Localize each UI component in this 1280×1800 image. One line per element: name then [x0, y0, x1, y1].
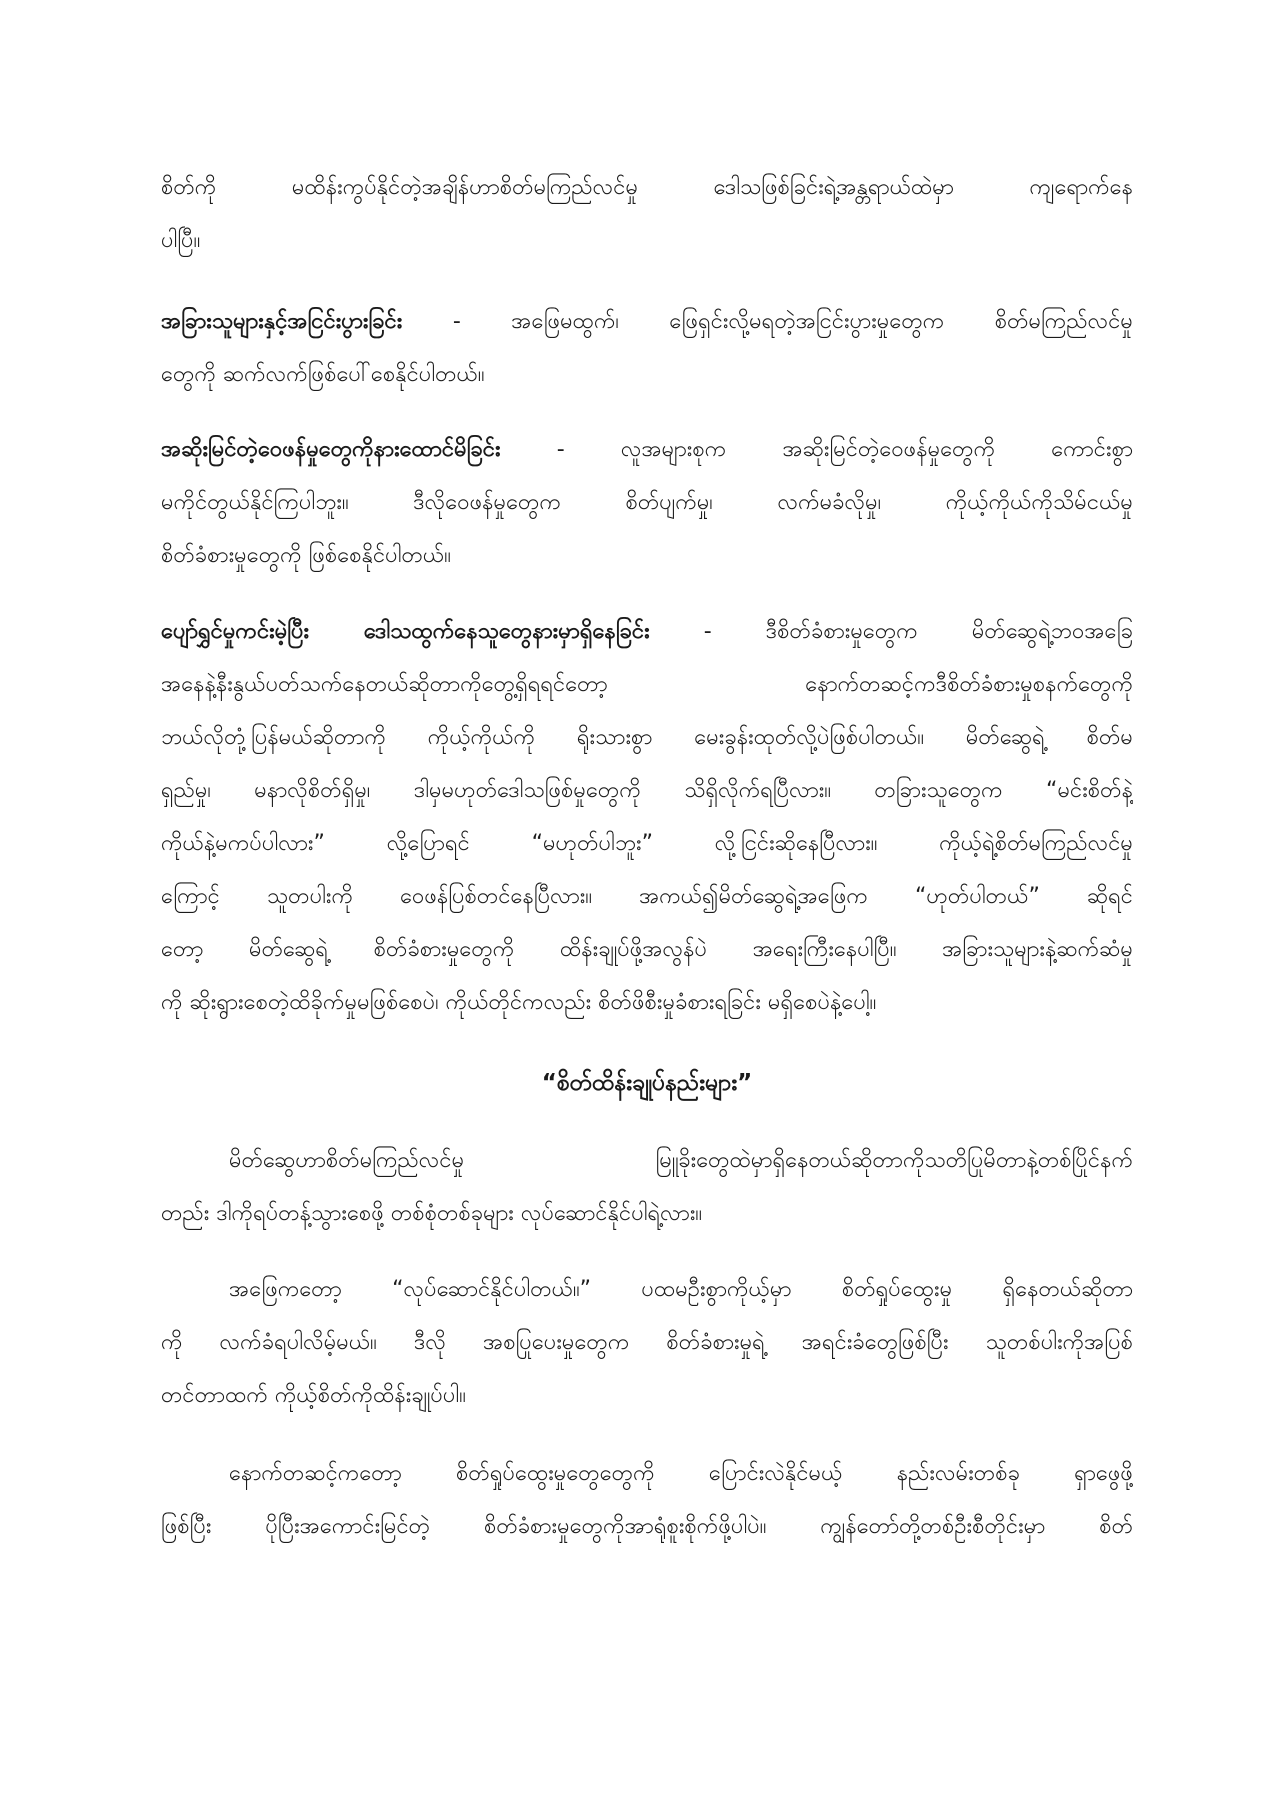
paragraph: [161, 1263, 1133, 1422]
text-line: ပါပြီ။: [161, 228, 201, 253]
text-line: မကိုင်တွယ်နိုင်ကြပါဘူး။ ဒီလိုဝေဖန်မှုတွေက စိတ်ပျက်မှု၊ လက်မခံလိုမှု၊ ကိုယ့်ကိုယ်ကိုသိမ်ငယ်မှု: [161, 490, 1133, 515]
text-line: အဖြေကတော့ “လုပ်ဆောင်နိုင်ပါတယ်။” ပထမဦးစွာကိုယ့်မှာ စိတ်ရှုပ်ထွေးမှု ရှိနေတယ်ဆိုတာ: [229, 1277, 1133, 1302]
text-line: ကိုယ်နဲ့မကပ်ပါလား” လို့ပြောရင် “မဟုတ်ပါဘူး” လို့ငြင်းဆိုနေပြီလား။ ကိုယ့်ရဲ့စိတ်မကြည်လင်မှု: [161, 831, 1133, 856]
text-run: - လူအများစုက အဆိုးမြင်တဲ့ဝေဖန်မှုတွေကို ကောင်းစွာ: [556, 437, 1133, 462]
paragraph: [161, 605, 1133, 1029]
section-heading: “စိတ်ထိန်းချုပ်နည်းများ”: [541, 1070, 753, 1096]
text-line: ဘယ်လိုတုံ့ပြန်မယ်ဆိုတာကို ကိုယ့်ကိုယ်ကို ရိုးသားစွာ မေးခွန်းထုတ်လို့ပဲဖြစ်ပါတယ်။ မိတ်ဆွေရဲ့ စိတ်မ: [161, 725, 1133, 750]
text-line: တွေကို ဆက်လက်ဖြစ်ပေါ်စေနိုင်ပါတယ်။: [161, 362, 485, 387]
paragraph-lead: အခြားသူများနှင့်အငြင်းပွားခြင်း: [161, 309, 403, 334]
text-line: [161, 295, 1133, 348]
paragraph: [161, 423, 1133, 582]
text-run: - အဖြေမထွက်၊ ဖြေရှင်းလို့မရတဲ့အငြင်းပွားမှုတွေက စိတ်မကြည်လင်မှု: [452, 309, 1133, 334]
paragraph-lead: အဆိုးမြင်တဲ့ဝေဖန်မှုတွေကိုနားထောင်မိခြင်း: [161, 437, 501, 462]
text-line: ရှည်မှု၊ မနာလိုစိတ်ရှိမှု၊ ဒါမှမဟုတ်ဒေါသဖြစ်မှုတွေကို သိရှိလိုက်ရပြီလား။ တခြားသူတွေက “မင်းစိတ်နဲ့: [161, 778, 1133, 803]
text-line: [161, 423, 1133, 476]
text-line: စိတ်ကို မထိန်းကွပ်နိုင်တဲ့အချိန်ဟာစိတ်မကြည်လင်မှု ဒေါသဖြစ်ခြင်းရဲ့အန္တရာယ်ထဲမှာ ကျရောက်နေ: [161, 175, 1133, 200]
text-run: - ဒီစိတ်ခံစားမှုတွေက မိတ်ဆွေရဲ့ဘဝအခြေ: [703, 619, 1133, 644]
text-line: တင်တာထက် ကိုယ့်စိတ်ကိုထိန်းချုပ်ပါ။: [161, 1383, 466, 1408]
paragraph: [161, 1134, 1133, 1240]
text-line: ကို လက်ခံရပါလိမ့်မယ်။ ဒီလို အစပြုပေးမှုတွေက စိတ်ခံစားမှုရဲ့ အရင်းခံတွေဖြစ်ပြီး သူတစ်ပါးကိုအပြစ်: [161, 1330, 1133, 1355]
paragraph: [161, 161, 1133, 267]
text-line: [161, 605, 1133, 658]
text-line: ဖြစ်ပြီး ပိုပြီးအကောင်းမြင်တဲ့ စိတ်ခံစားမှုတွေကိုအာရုံစူးစိုက်ဖို့ပါပဲ။ ကျွန်တော်တို့တစ်ဦးစီတိုင်းမှာ စိတ်: [161, 1514, 1133, 1539]
text-line: တော့ မိတ်ဆွေရဲ့ စိတ်ခံစားမှုတွေကို ထိန်းချုပ်ဖို့အလွန်ပဲ အရေးကြီးနေပါပြီ။ အခြားသူများနဲ့ဆက်ဆံမှု: [161, 937, 1133, 962]
text-line: နောက်တဆင့်ကတော့ စိတ်ရှုပ်ထွေးမှုတွေတွေကို ပြောင်းလဲနိုင်မယ့် နည်းလမ်းတစ်ခု ရှာဖွေဖို့: [229, 1461, 1133, 1486]
paragraph: [161, 295, 1133, 401]
text-line: မိတ်ဆွေဟာစိတ်မကြည်လင်မှု မြူခိုးတွေထဲမှာရှိနေတယ်ဆိုတာကိုသတိပြုမိတာနဲ့တစ်ပြိုင်နက်: [229, 1148, 1133, 1173]
paragraph: [161, 1447, 1133, 1553]
text-line: ကြောင့် သူတပါးကို ဝေဖန်ပြစ်တင်နေပြီလား။ အကယ်၍မိတ်ဆွေရဲ့အဖြေက “ဟုတ်ပါတယ်” ဆိုရင်: [161, 884, 1133, 909]
text-line: ကို ဆိုးရွားစေတဲ့ထိခိုက်မှုမဖြစ်စေပဲ၊ ကိုယ်တိုင်ကလည်း စိတ်ဖိစီးမှုခံစားရခြင်း မရှိစေပဲနဲ့ပေါ့။: [161, 990, 877, 1015]
text-line: အနေနဲ့နီးနွယ်ပတ်သက်နေတယ်ဆိုတာကိုတွေ့ရှိရရင်တော့ နောက်တဆင့်ကဒီစိတ်ခံစားမှုစနက်တွေကို: [161, 672, 1133, 697]
paragraph-lead: ပျော်ရွှင်မှုကင်းမဲ့ပြီး ဒေါသထွက်နေသူတွေနားမှာရှိနေခြင်း: [161, 619, 650, 644]
text-line: တည်း ဒါကိုရပ်တန့်သွားစေဖို့ တစ်စုံတစ်ခုများ လုပ်ဆောင်နိုင်ပါရဲ့လား။: [161, 1201, 703, 1226]
text-line: စိတ်ခံစားမှုတွေကို ဖြစ်စေနိုင်ပါတယ်။: [161, 543, 451, 568]
